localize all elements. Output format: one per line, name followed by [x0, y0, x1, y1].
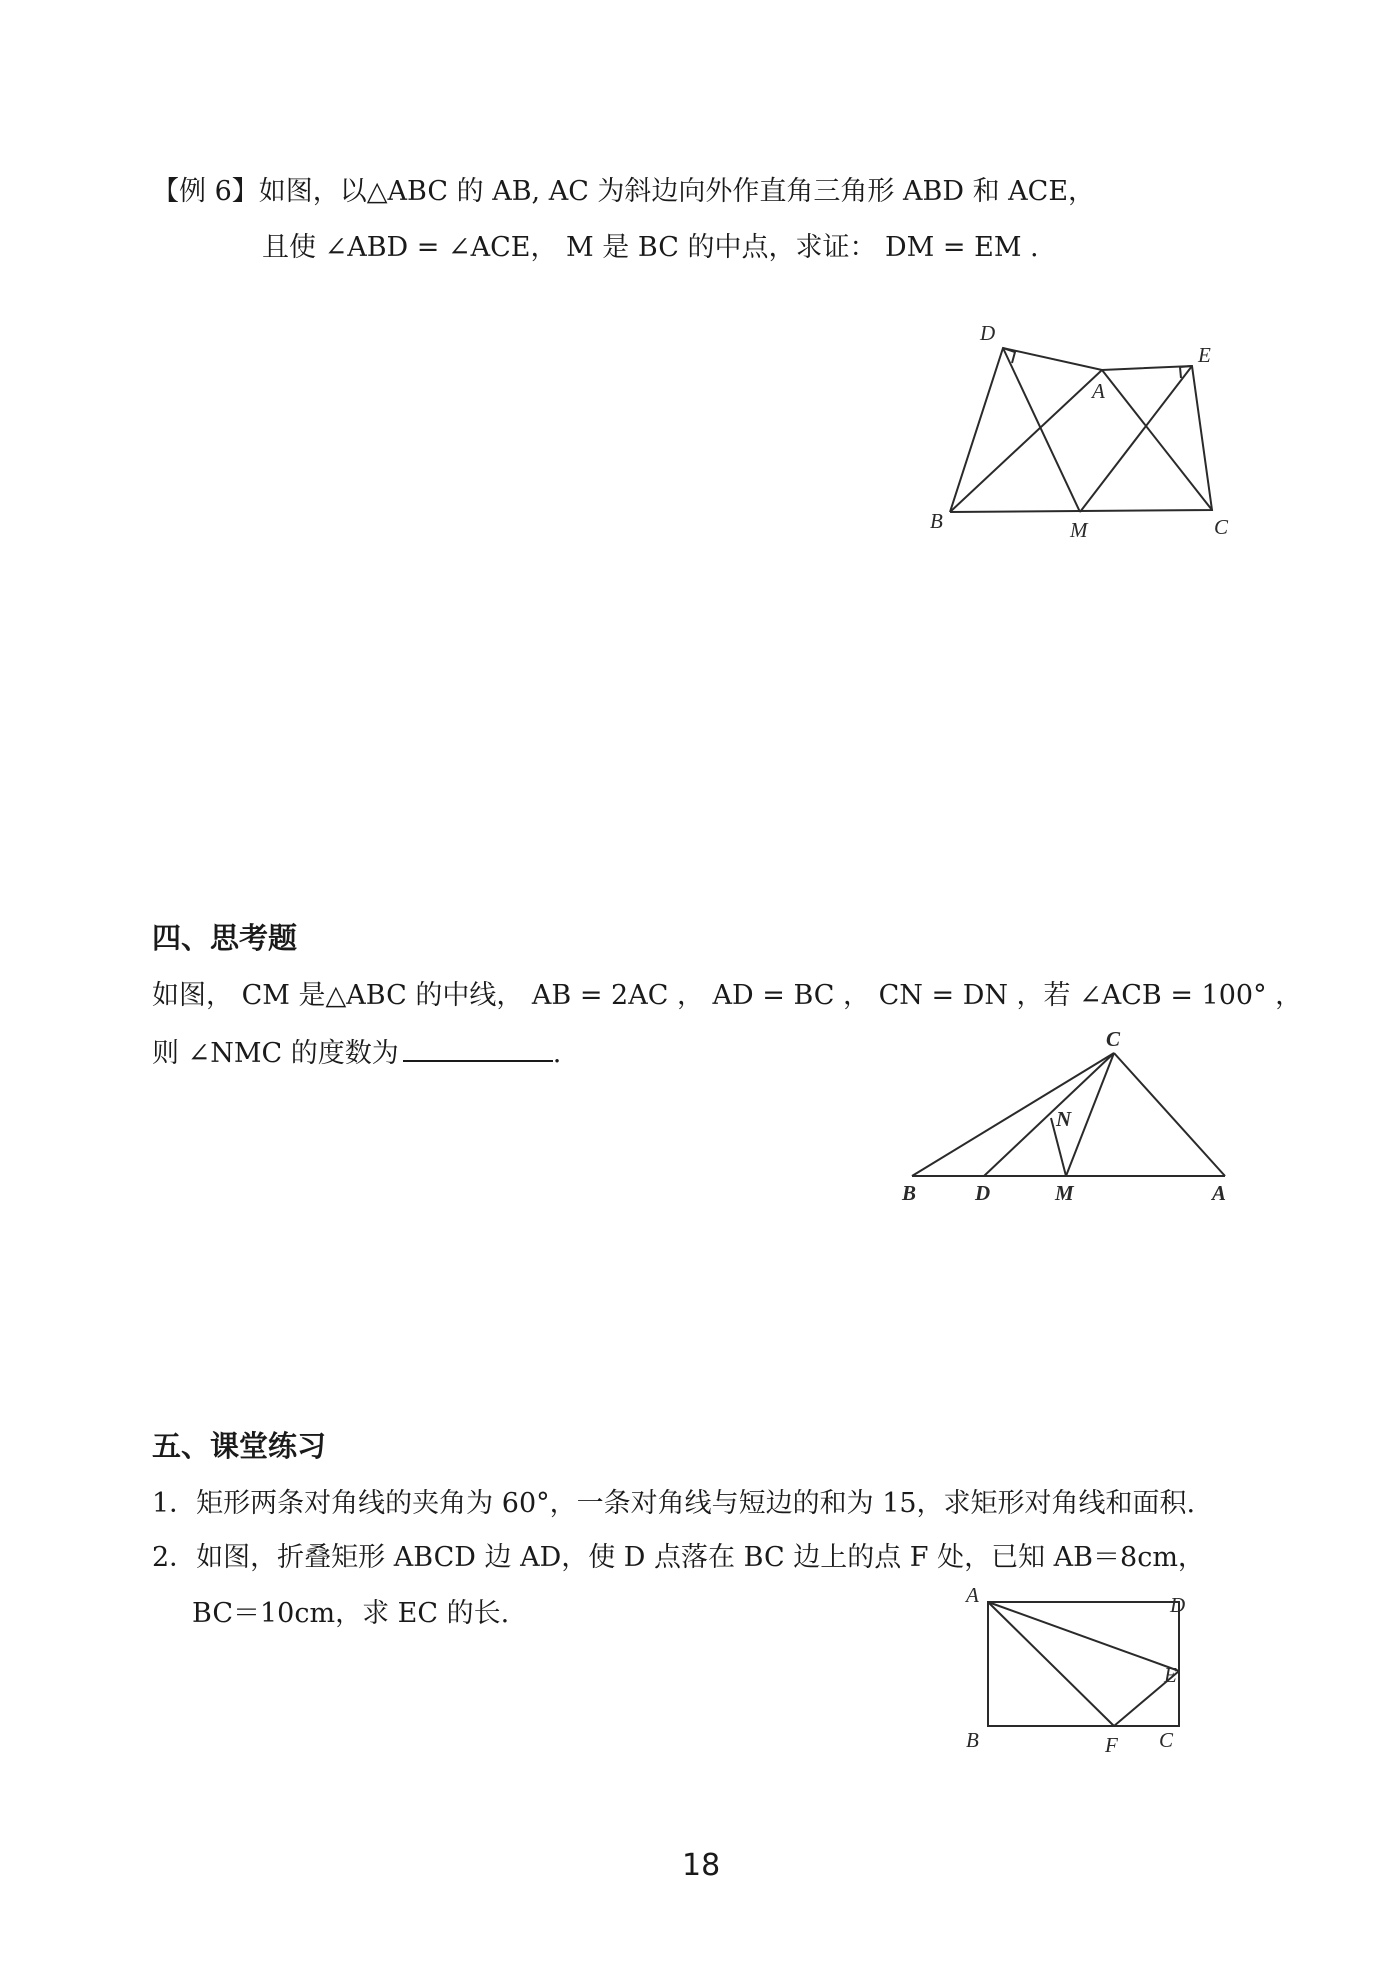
section4-line2-end: . [552, 1038, 562, 1069]
label-F: F [1105, 1733, 1118, 1757]
label-A: A [966, 1583, 979, 1607]
label-B: B [966, 1728, 979, 1752]
label-C: C [1106, 1027, 1121, 1051]
label-C: C [1214, 515, 1229, 539]
label-N: N [1056, 1107, 1072, 1131]
label-D: D [1170, 1593, 1186, 1617]
section5-q1: 1．矩形两条对角线的夹角为 60°，一条对角线与短边的和为 15，求矩形对角线和面积. [152, 1488, 1196, 1519]
label-B: B [930, 509, 943, 533]
example6-line1: 【例 6】如图，以△ABC 的 AB, AC 为斜边向外作直角三角形 ABD 和 ACE， [152, 176, 1096, 207]
section5-title: 五、课堂练习 [152, 1429, 327, 1463]
page-number: 18 [682, 1848, 721, 1883]
section4-line2: 则 ∠NMC 的度数为 [152, 1038, 399, 1069]
figure3-lines [988, 1602, 1179, 1726]
label-E: E [1198, 343, 1211, 367]
label-C: C [1159, 1728, 1174, 1752]
label-E: E [1164, 1663, 1177, 1687]
label-A: A [1092, 379, 1105, 403]
label-D: D [975, 1181, 991, 1205]
section4-title: 四、思考题 [152, 921, 298, 955]
label-B: B [902, 1181, 917, 1205]
label-M: M [1070, 518, 1088, 542]
section5-q2-line1: 2．如图，折叠矩形 ABCD 边 AD，使 D 点落在 BC 边上的点 F 处，已知 AB＝8cm， [152, 1542, 1205, 1573]
example6-line2: 且使 ∠ABD = ∠ACE， M 是 BC 的中点，求证： DM = EM . [262, 232, 1039, 263]
label-D: D [980, 321, 996, 345]
section4-line1: 如图， CM 是△ABC 的中线， AB = 2AC ， AD = BC ， CN = DN ，若 ∠ACB = 100° ， [152, 980, 1303, 1011]
label-A: A [1212, 1181, 1227, 1205]
label-M: M [1055, 1181, 1074, 1205]
section5-q2-line2: BC＝10cm，求 EC 的长. [192, 1598, 510, 1629]
